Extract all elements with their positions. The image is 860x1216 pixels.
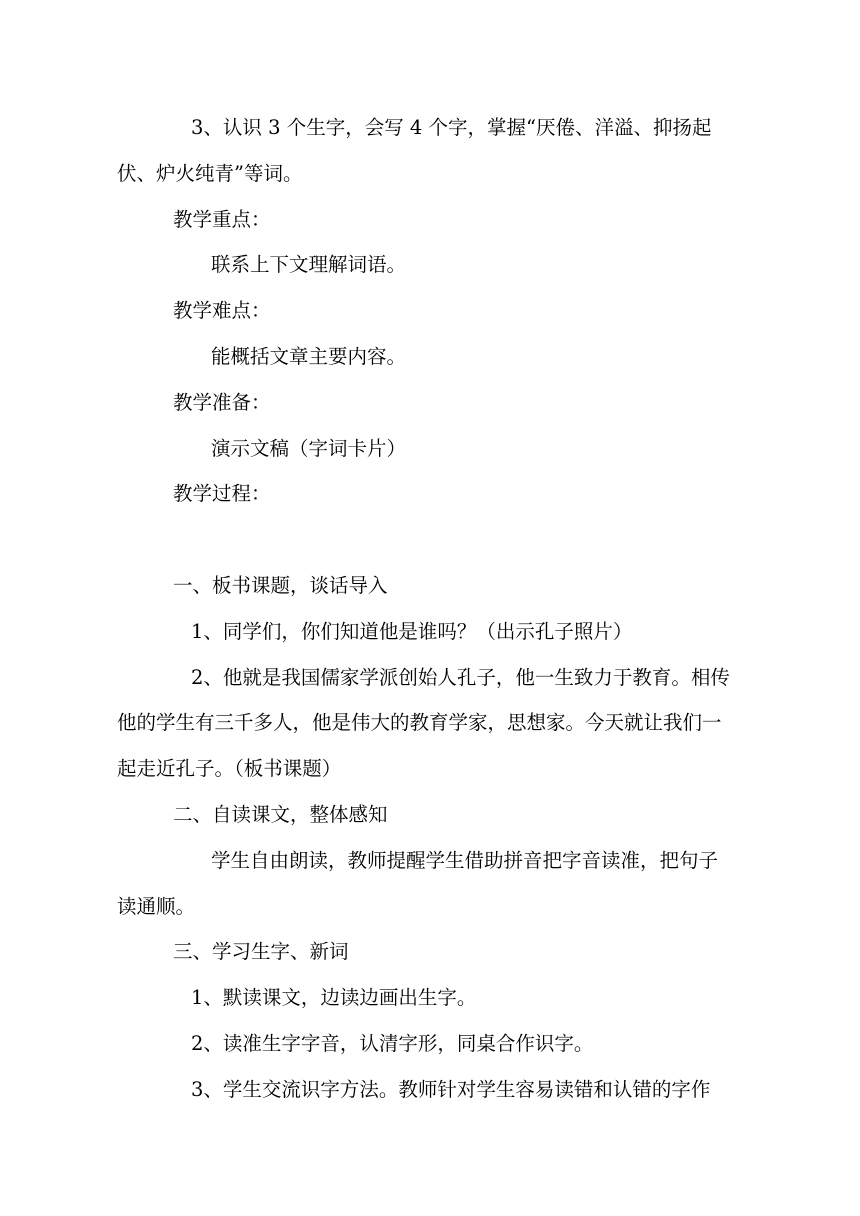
heading-key-points: 教学重点： [173, 207, 271, 231]
section-3-heading: 三、学习生字、新词 [173, 940, 349, 964]
section-2-text: 学生自由朗读，教师提醒学生借助拼音把字音读准，把句子读通顺。 [117, 848, 719, 918]
section-2-heading: 二、自读课文，整体感知 [173, 802, 388, 826]
section-3-item-3: 3、学生交流识字方法。教师针对学生容易读错和认错的字作 [191, 1077, 711, 1101]
section-3-item-2: 2、读准生字字音，认清字形，同桌合作识字。 [191, 1031, 594, 1055]
heading-difficulties: 教学难点： [173, 299, 271, 323]
document-body [117, 105, 733, 1113]
preparation-text: 演示文稿（字词卡片） [211, 436, 407, 460]
heading-preparation: 教学准备： [173, 390, 271, 414]
section-1-item-1: 1、同学们，你们知道他是谁吗？（出示孔子照片） [191, 619, 633, 643]
section-1-item-2: 2、他就是我国儒家学派创始人孔子，他一生致力于教育。相传他的学生有三千多人，他是伟大的教育学家，思想家。今天就让我们一起走近孔子。（板书课题） [117, 665, 730, 781]
blank-line [117, 517, 733, 563]
objective-3: 3、认识 3 个生字，会写 4 个字，掌握“厌倦、洋溢、抑扬起伏、炉火纯青”等词。 [117, 116, 712, 185]
heading-process: 教学过程： [173, 482, 271, 506]
difficulties-text: 能概括文章主要内容。 [211, 344, 407, 368]
key-points-text: 联系上下文理解词语。 [211, 253, 407, 277]
section-1-heading: 一、板书课题，谈话导入 [173, 573, 388, 597]
section-3-item-1: 1、默读课文，边读边画出生字。 [191, 986, 477, 1010]
